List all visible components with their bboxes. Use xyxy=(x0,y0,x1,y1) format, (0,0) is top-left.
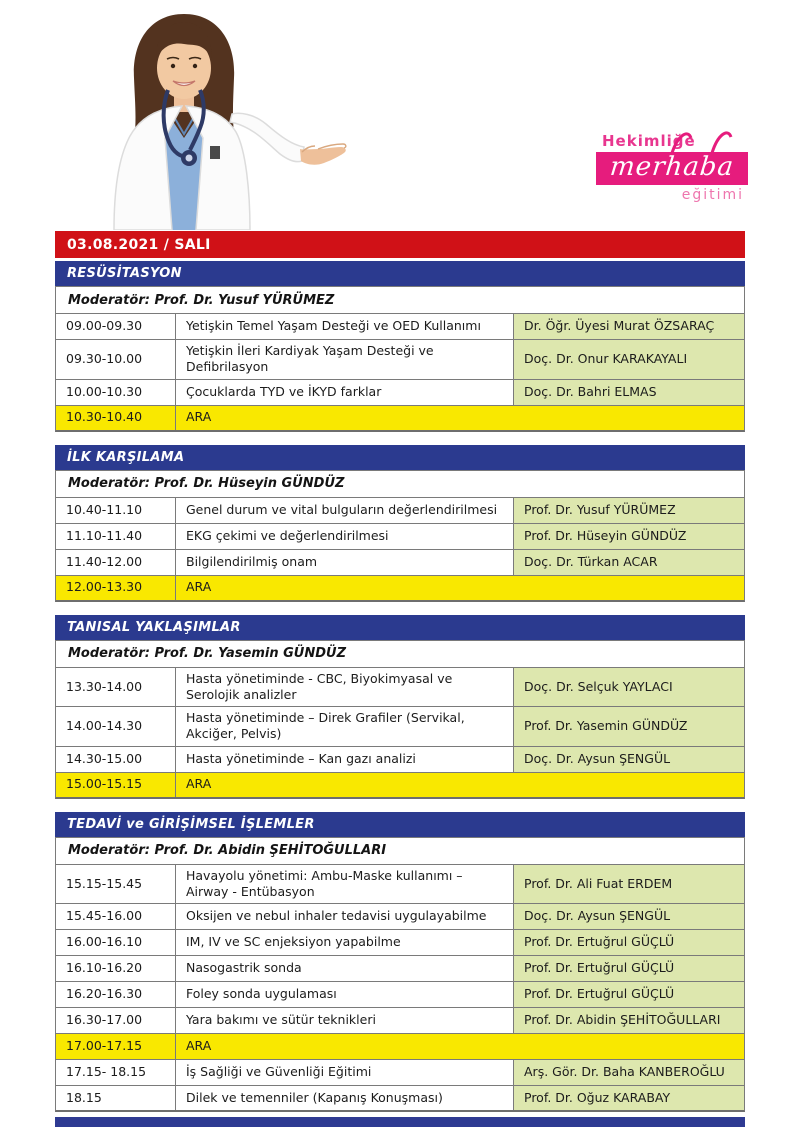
speaker-cell: Doç. Dr. Selçuk YAYLACI xyxy=(514,668,744,707)
schedule-row xyxy=(55,930,745,956)
section-title: İLK KARŞILAMA xyxy=(55,445,745,470)
schedule-row xyxy=(55,524,745,550)
schedule-content xyxy=(55,231,745,1112)
speaker-cell: Doç. Dr. Onur KARAKAYALI xyxy=(514,340,744,379)
logo-ascenders-icon xyxy=(596,130,748,153)
time-cell: 15.45-16.00 xyxy=(56,904,176,929)
logo-script-text: merhaba xyxy=(608,152,736,182)
topic-cell: Oksijen ve nebul inhaler tedavisi uygulayabilme xyxy=(176,904,514,929)
speaker-cell: Prof. Dr. Ertuğrul GÜÇLÜ xyxy=(514,956,744,981)
speaker-cell: Prof. Dr. Yasemin GÜNDÜZ xyxy=(514,707,744,746)
time-cell: 13.30-14.00 xyxy=(56,668,176,707)
topic-cell: ARA xyxy=(186,579,212,595)
time-cell: 11.10-11.40 xyxy=(56,524,176,549)
topic-cell: Dilek ve temenniler (Kapanış Konuşması) xyxy=(176,1086,514,1110)
logo-bottom-text: eğitimi xyxy=(681,187,744,203)
schedule-row xyxy=(55,865,745,905)
schedule-row xyxy=(55,340,745,380)
date-bar: 03.08.2021 / SALI xyxy=(55,231,745,258)
speaker-cell: Prof. Dr. Ertuğrul GÜÇLÜ xyxy=(514,982,744,1007)
section-rows xyxy=(55,498,745,602)
topic-cell: Çocuklarda TYD ve İKYD farklar xyxy=(176,380,514,405)
speaker-cell: Prof. Dr. Hüseyin GÜNDÜZ xyxy=(514,524,744,549)
schedule-row xyxy=(55,550,745,576)
time-cell: 12.00-13.30 xyxy=(56,576,176,600)
moderator-row: Moderatör: Prof. Dr. Hüseyin GÜNDÜZ xyxy=(55,470,745,498)
topic-cell: Havayolu yönetimi: Ambu-Maske kullanımı – Airway - Entübasyon xyxy=(176,865,514,904)
speaker-cell: Prof. Dr. Abidin ŞEHİTOĞULLARI xyxy=(514,1008,744,1033)
time-cell: 18.15 xyxy=(56,1086,176,1110)
topic-cell: Nasogastrik sonda xyxy=(176,956,514,981)
section-title: RESÜSİTASYON xyxy=(55,261,745,286)
speaker-cell: Prof. Dr. Ertuğrul GÜÇLÜ xyxy=(514,930,744,955)
speaker-cell: Prof. Dr. Yusuf YÜRÜMEZ xyxy=(514,498,744,523)
schedule-row xyxy=(55,380,745,406)
doctor-photo xyxy=(52,6,352,230)
time-cell: 17.00-17.15 xyxy=(56,1034,176,1059)
speaker-cell: Prof. Dr. Ali Fuat ERDEM xyxy=(514,865,744,904)
schedule-row xyxy=(55,314,745,340)
speaker-cell: Arş. Gör. Dr. Baha KANBEROĞLU xyxy=(514,1060,744,1085)
time-cell: 14.00-14.30 xyxy=(56,707,176,746)
page-header xyxy=(0,0,800,231)
speaker-cell: Doç. Dr. Bahri ELMAS xyxy=(514,380,744,405)
schedule-row xyxy=(55,956,745,982)
topic-cell: Yetişkin Temel Yaşam Desteği ve OED Kullanımı xyxy=(176,314,514,339)
section-rows xyxy=(55,314,745,432)
schedule-row xyxy=(55,1034,745,1060)
schedule-row xyxy=(55,773,745,799)
schedule-section xyxy=(55,812,745,1113)
moderator-row: Moderatör: Prof. Dr. Yusuf YÜRÜMEZ xyxy=(55,286,745,314)
time-cell: 14.30-15.00 xyxy=(56,747,176,772)
schedule-section xyxy=(55,445,745,602)
topic-cell: Hasta yönetiminde - CBC, Biyokimyasal ve Serolojik analizler xyxy=(176,668,514,707)
time-cell: 10.30-10.40 xyxy=(56,406,176,430)
topic-cell: Hasta yönetiminde – Direk Grafiler (Servikal, Akciğer, Pelvis) xyxy=(176,707,514,746)
topic-cell: Foley sonda uygulaması xyxy=(176,982,514,1007)
logo-script-band xyxy=(596,152,748,185)
topic-cell: Hasta yönetiminde – Kan gazı analizi xyxy=(176,747,514,772)
time-cell: 16.30-17.00 xyxy=(56,1008,176,1033)
time-cell: 09.00-09.30 xyxy=(56,314,176,339)
schedule-row xyxy=(55,668,745,708)
schedule-row xyxy=(55,1008,745,1034)
section-rows xyxy=(55,865,745,1113)
schedule-section xyxy=(55,261,745,432)
topic-cell: Bilgilendirilmiş onam xyxy=(176,550,514,575)
topic-cell: IM, IV ve SC enjeksiyon yapabilme xyxy=(176,930,514,955)
brand-logo xyxy=(596,132,748,203)
time-cell: 11.40-12.00 xyxy=(56,550,176,575)
topic-cell: Yetişkin İleri Kardiyak Yaşam Desteği ve Defibrilasyon xyxy=(176,340,514,379)
time-cell: 16.20-16.30 xyxy=(56,982,176,1007)
speaker-cell: Doç. Dr. Türkan ACAR xyxy=(514,550,744,575)
topic-cell: EKG çekimi ve değerlendirilmesi xyxy=(176,524,514,549)
topic-cell: ARA xyxy=(186,409,212,425)
speaker-cell: Doç. Dr. Aysun ŞENGÜL xyxy=(514,904,744,929)
time-cell: 16.00-16.10 xyxy=(56,930,176,955)
time-cell: 15.15-15.45 xyxy=(56,865,176,904)
moderator-row: Moderatör: Prof. Dr. Abidin ŞEHİTOĞULLARI xyxy=(55,837,745,865)
time-cell: 17.15- 18.15 xyxy=(56,1060,176,1085)
schedule-row xyxy=(55,406,745,432)
time-cell: 10.00-10.30 xyxy=(56,380,176,405)
schedule-row xyxy=(55,576,745,602)
section-rows xyxy=(55,668,745,799)
topic-cell: Genel durum ve vital bulguların değerlendirilmesi xyxy=(176,498,514,523)
schedule-section xyxy=(55,615,745,799)
time-cell: 10.40-11.10 xyxy=(56,498,176,523)
schedule-row xyxy=(55,1060,745,1086)
speaker-cell: Prof. Dr. Oğuz KARABAY xyxy=(514,1086,744,1110)
time-cell: 09.30-10.00 xyxy=(56,340,176,379)
topic-cell: Yara bakımı ve sütür teknikleri xyxy=(176,1008,514,1033)
topic-cell: ARA xyxy=(186,776,212,792)
schedule-row xyxy=(55,498,745,524)
footer-bar xyxy=(55,1117,745,1127)
topic-cell: İş Sağliği ve Güvenliği Eğitimi xyxy=(176,1060,514,1085)
section-title: TEDAVİ ve GİRİŞİMSEL İŞLEMLER xyxy=(55,812,745,837)
schedule-row xyxy=(55,707,745,747)
speaker-cell: Dr. Öğr. Üyesi Murat ÖZSARAÇ xyxy=(514,314,744,339)
topic-cell: ARA xyxy=(186,1038,212,1054)
logo-top-text: Hekimliğe xyxy=(602,132,696,150)
schedule-row xyxy=(55,747,745,773)
time-cell: 16.10-16.20 xyxy=(56,956,176,981)
schedule-row xyxy=(55,1086,745,1112)
schedule-row xyxy=(55,982,745,1008)
section-title: TANISAL YAKLAŞIMLAR xyxy=(55,615,745,640)
moderator-row: Moderatör: Prof. Dr. Yasemin GÜNDÜZ xyxy=(55,640,745,668)
time-cell: 15.00-15.15 xyxy=(56,773,176,797)
speaker-cell: Doç. Dr. Aysun ŞENGÜL xyxy=(514,747,744,772)
schedule-sections xyxy=(55,261,745,1112)
schedule-row xyxy=(55,904,745,930)
